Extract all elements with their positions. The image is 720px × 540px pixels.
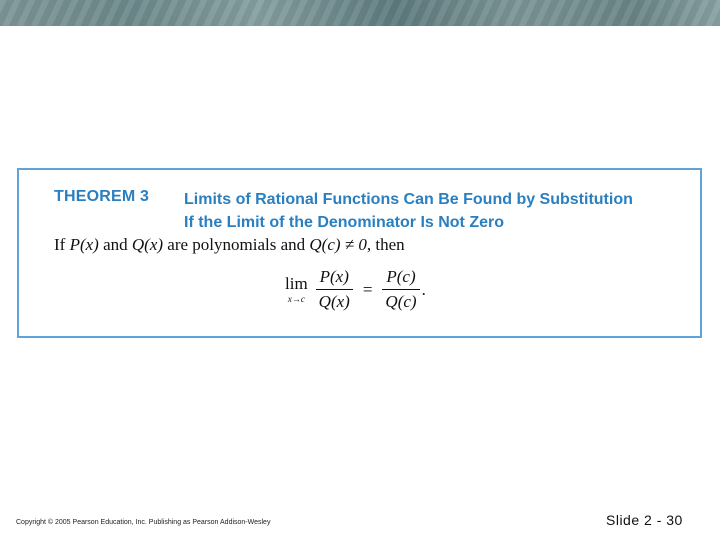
theorem-title-line2: If the Limit of the Denominator Is Not Zero [184, 214, 504, 231]
rhs-denominator: Q(c) [382, 289, 419, 312]
statement-if: If [54, 235, 66, 254]
statement-then: , then [366, 235, 405, 254]
rhs-fraction [382, 267, 419, 312]
rhs-numerator: P(c) [386, 267, 416, 286]
statement-qc-neq-zero: Q(c) ≠ 0 [309, 235, 367, 254]
statement-px: P(x) [69, 235, 99, 254]
slide-number: Slide 2 - 30 [606, 512, 683, 528]
lhs-numerator: P(x) [319, 267, 349, 286]
limit-formula [285, 267, 426, 312]
limit-operator [285, 275, 308, 304]
limit-subscript: x→c [287, 294, 305, 304]
theorem-box [17, 168, 702, 338]
statement-qx: Q(x) [131, 235, 164, 254]
theorem-label: THEOREM 3 [54, 188, 150, 205]
equals-sign: = [362, 279, 373, 299]
theorem-title-line1: Limits of Rational Functions Can Be Found by Substitution [184, 191, 633, 208]
theorem-statement [54, 235, 405, 255]
header-banner [0, 0, 720, 26]
footer-copyright: Copyright © 2005 Pearson Education, Inc. Publishing as Pearson Addison-Wesley [16, 519, 271, 526]
statement-are-polynomials: are polynomials and [167, 235, 306, 254]
limit-word: lim [285, 274, 308, 293]
theorem-title [184, 188, 633, 234]
formula-period: . [421, 280, 426, 299]
statement-and: and [103, 235, 128, 254]
lhs-denominator: Q(x) [316, 289, 353, 312]
lhs-fraction [316, 267, 353, 312]
